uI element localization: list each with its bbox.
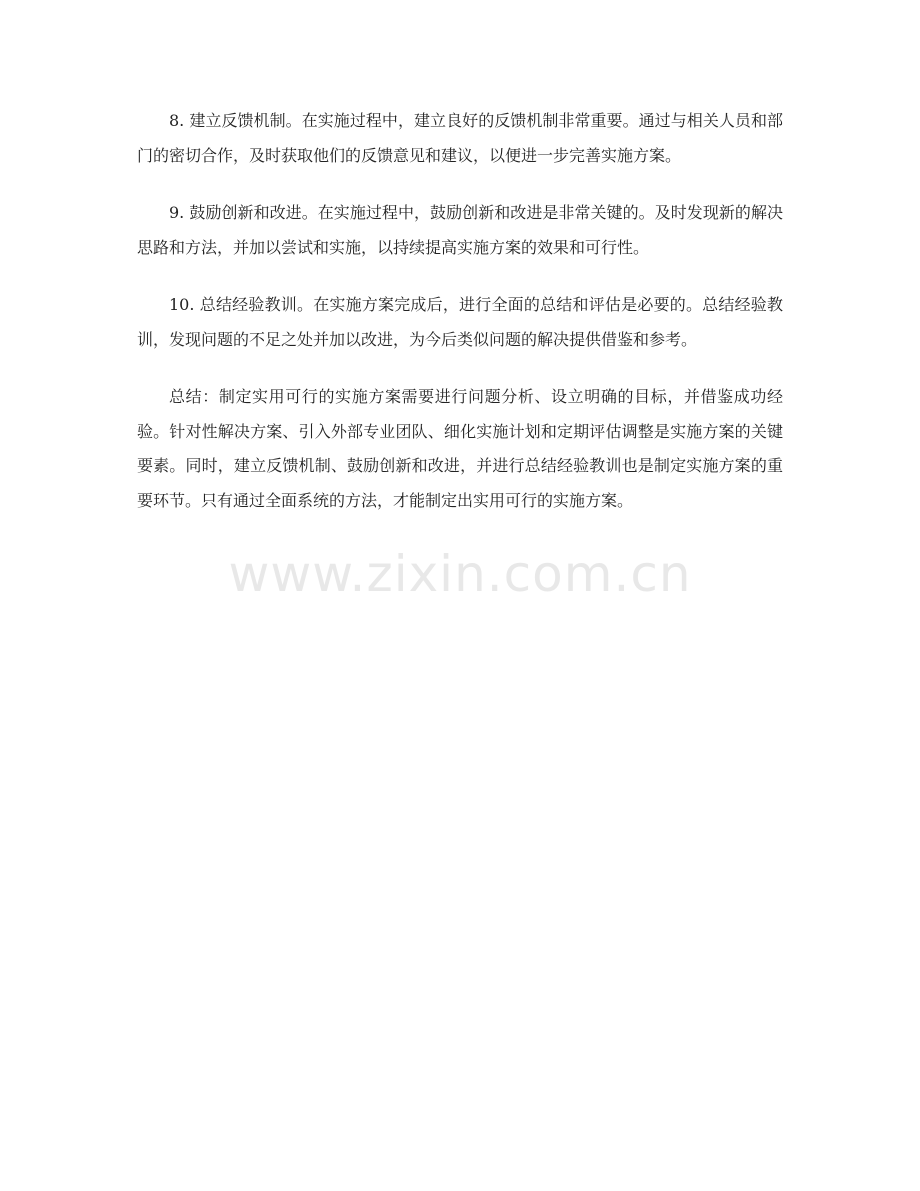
watermark: www.zixin.com.cn <box>228 545 692 603</box>
document-body <box>137 104 783 541</box>
paragraph-feedback-mechanism: 8. 建立反馈机制。在实施过程中，建立良好的反馈机制非常重要。通过与相关人员和部门的密切合作，及时获取他们的反馈意见和建议，以便进一步完善实施方案。 <box>137 111 783 165</box>
paragraph-encourage-innovation: 9. 鼓励创新和改进。在实施过程中，鼓励创新和改进是非常关键的。及时发现新的解决思路和方法，并加以尝试和实施，以持续提高实施方案的效果和可行性。 <box>137 203 783 257</box>
paragraph-conclusion: 总结：制定实用可行的实施方案需要进行问题分析、设立明确的目标，并借鉴成功经验。针对性解决方案、引入外部专业团队、细化实施计划和定期评估调整是实施方案的关键要素。同时，建立反馈机制、鼓励创新和改进，并进行总结经验教训也是制定实施方案的重要环节。只有通过全面系统的方法，才能制定出实用可行的实施方案。 <box>137 387 783 510</box>
paragraph-summarize-lessons: 10. 总结经验教训。在实施方案完成后，进行全面的总结和评估是必要的。总结经验教训，发现问题的不足之处并加以改进，为今后类似问题的解决提供借鉴和参考。 <box>137 295 783 349</box>
